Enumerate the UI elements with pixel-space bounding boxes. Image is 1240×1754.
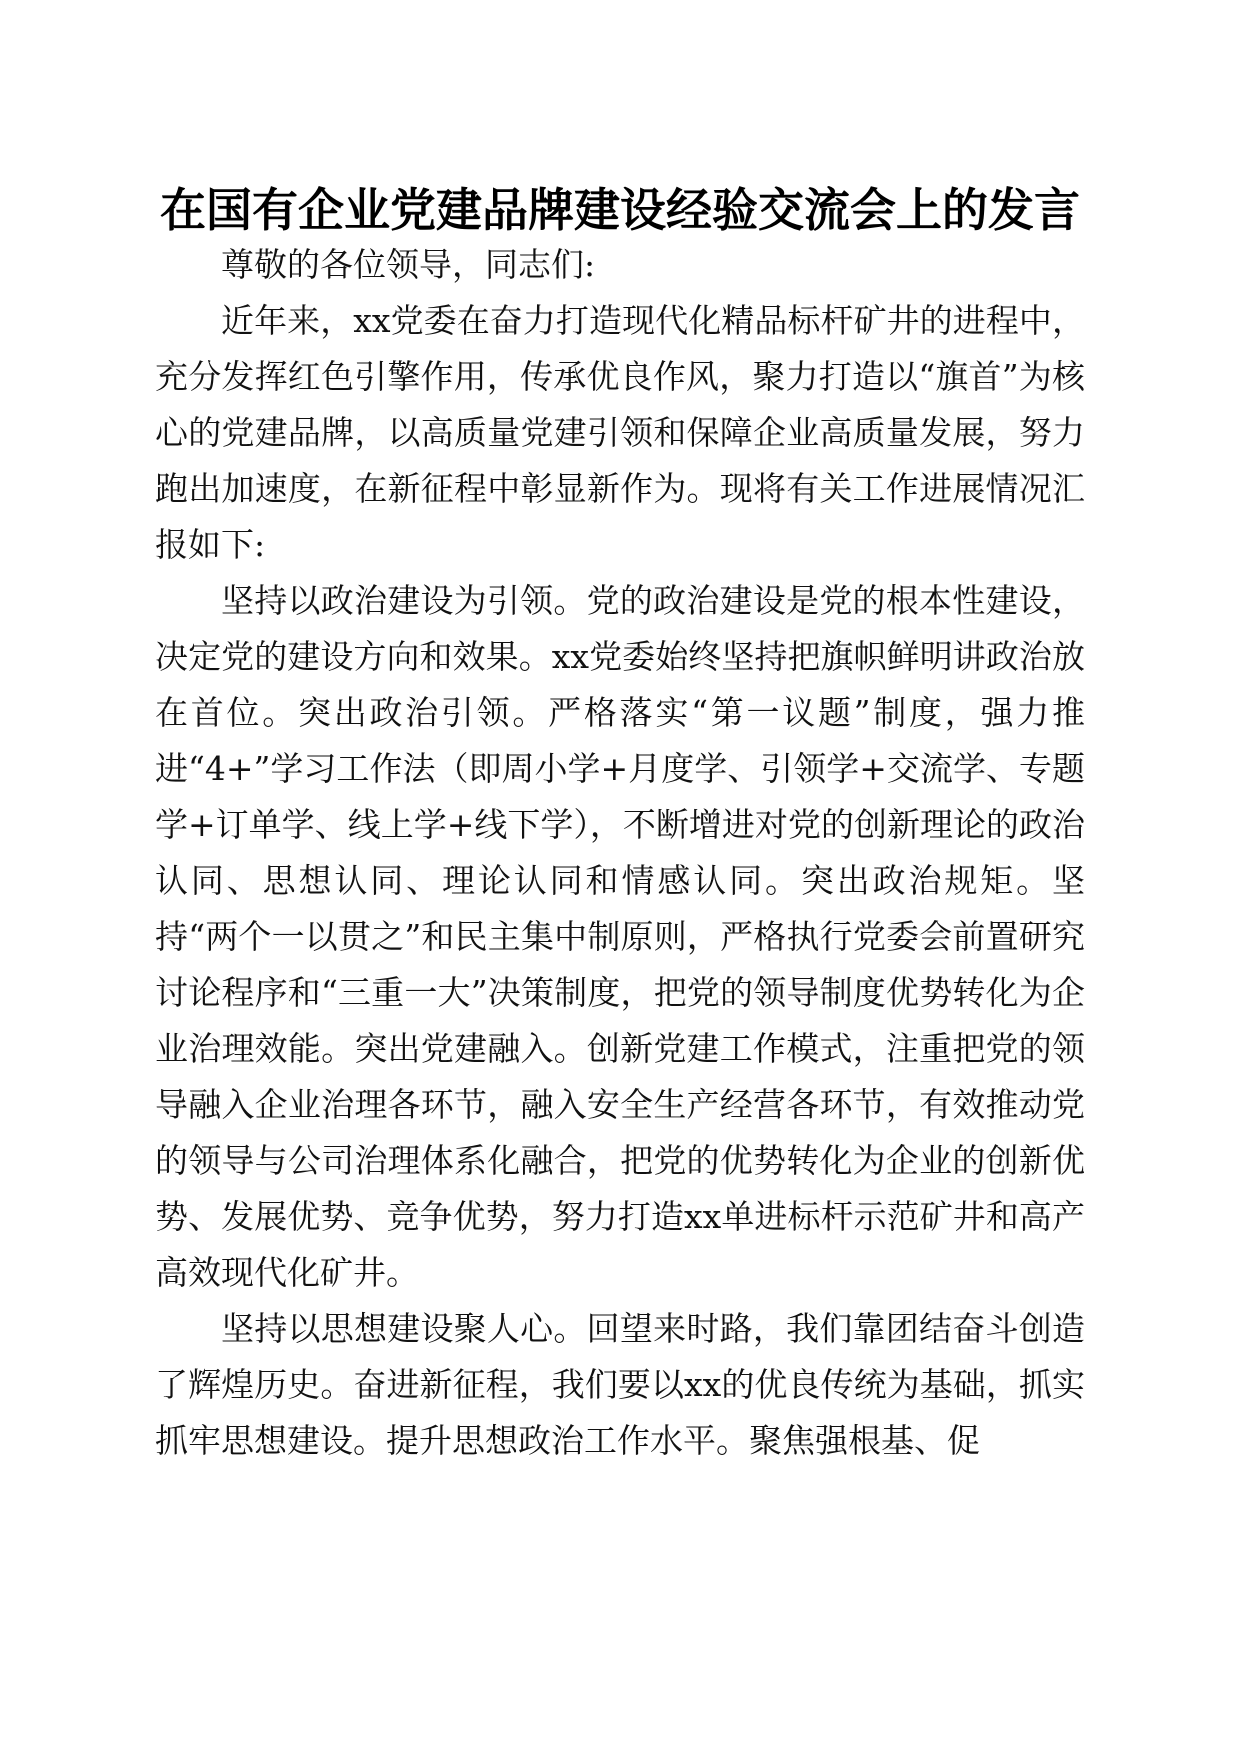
document-body xyxy=(155,237,1085,1469)
paragraph-salutation: 尊敬的各位领导，同志们: xyxy=(221,245,596,284)
paragraph-introduction: 近年来，xx党委在奋力打造现代化精品标杆矿井的进程中，充分发挥红色引擎作用，传承优良作风，聚力打造以“旗首”为核心的党建品牌，以高质量党建引领和保障企业高质量发展，努力跑出加速度，在新征程中彰显新作为。现将有关工作进展情况汇报如下: xyxy=(155,301,1085,564)
document-title: 在国有企业党建品牌建设经验交流会上的发言 xyxy=(160,183,1080,237)
paragraph-political-building: 坚持以政治建设为引领。党的政治建设是党的根本性建设，决定党的建设方向和效果。xx党委始终坚持把旗帜鲜明讲政治放在首位。突出政治引领。严格落实“第一议题”制度，强力推进“4+”学习工作法（即周小学+月度学、引领学+交流学、专题学+订单学、线上学+线下学），不断增进对党的创新理论的政治认同、思想认同、理论认同和情感认同。突出政治规矩。坚持“两个一以贯之”和民主集中制原则，严格执行党委会前置研究讨论程序和“三重一大”决策制度，把党的领导制度优势转化为企业治理效能。突出党建融入。创新党建工作模式，注重把党的领导融入企业治理各环节，融入安全生产经营各环节，有效推动党的领导与公司治理体系化融合，把党的优势转化为企业的创新优势、发展优势、竞争优势，努力打造xx单进标杆示范矿井和高产高效现代化矿井。 xyxy=(155,581,1085,1292)
paragraph-ideological-building: 坚持以思想建设聚人心。回望来时路，我们靠团结奋斗创造了辉煌历史。奋进新征程，我们要以xx的优良传统为基础，抓实抓牢思想建设。提升思想政治工作水平。聚焦强根基、促 xyxy=(155,1309,1085,1460)
